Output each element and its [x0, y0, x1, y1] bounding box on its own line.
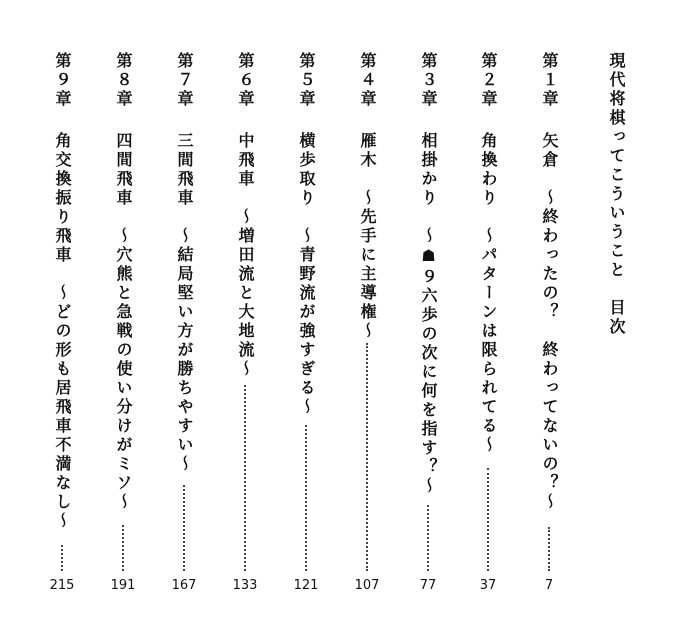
chapter-number: 第５章	[297, 52, 316, 109]
page-number: 121	[293, 578, 319, 593]
chapter-title: 雁木 ～先手に主導権～	[358, 132, 377, 341]
chapter-title: 矢倉 ～終わったの？ 終わってないの？～	[540, 132, 559, 512]
dot-leader	[244, 385, 246, 571]
dot-leader	[305, 425, 307, 571]
page-number: 7	[544, 578, 554, 593]
chapter-number: 第２章	[479, 52, 498, 109]
chapter-title: 四間飛車 ～穴熊と急戦の使い分けがミソ～	[114, 132, 133, 512]
chapter-number: 第３章	[419, 52, 438, 109]
chapter-title: 横歩取り ～青野流が強すぎる～	[297, 132, 316, 417]
page-number: 77	[419, 578, 437, 593]
page-number: 107	[354, 578, 380, 593]
chapter-number: 第６章	[236, 52, 255, 109]
page-number: 167	[171, 578, 197, 593]
page-number: 133	[232, 578, 258, 593]
chapter-title: 角換わり ～パターンは限られてる～	[479, 132, 498, 455]
chapter-title: 中飛車 ～増田流と大地流～	[236, 132, 255, 379]
chapter-title: 相掛かり ～☗９六歩の次に何を指す？～	[419, 132, 438, 496]
dot-leader	[183, 485, 185, 571]
chapter-number: 第７章	[175, 52, 194, 109]
dot-leader	[366, 343, 368, 571]
dot-leader	[548, 527, 550, 571]
chapter-number: 第８章	[114, 52, 133, 109]
toc-heading: 現代将棋ってこういうこと 目次	[607, 52, 626, 337]
chapter-number: 第４章	[358, 52, 377, 109]
page-number: 191	[110, 578, 136, 593]
dot-leader	[487, 468, 489, 571]
chapter-number: 第９章	[53, 52, 72, 109]
page-number: 37	[479, 578, 497, 593]
chapter-title: 三間飛車 ～結局堅い方が勝ちやすい～	[175, 132, 194, 474]
dot-leader	[61, 545, 63, 571]
chapter-title: 角交換振り飛車 ～どの形も居飛車不満なし～	[53, 132, 72, 531]
dot-leader	[122, 525, 124, 571]
chapter-number: 第１章	[540, 52, 559, 109]
page-number: 215	[49, 578, 75, 593]
dot-leader	[427, 505, 429, 571]
